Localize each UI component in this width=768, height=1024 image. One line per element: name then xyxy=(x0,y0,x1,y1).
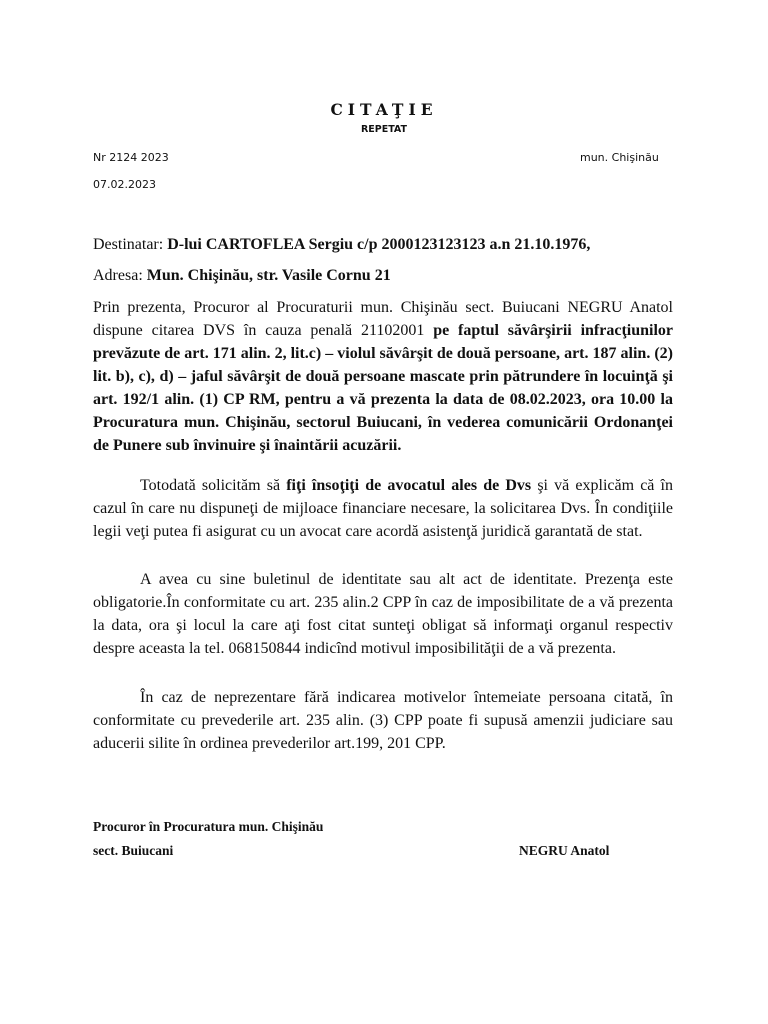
paragraph-lawyer-after: şi vă explicăm că în cazul în care nu dispuneţi de mijloace financiare necesare, la solicitarea Dvs. În condiţiile legii veţi putea fi asigurat cu un avocat care acordă asistenţă juridică garantată de stat. xyxy=(93,477,674,540)
paragraph-penalty: În caz de neprezentare fără indicarea motivelor întemeiate persoana citată, în conformitate cu prevederile art. 235 alin. (3) CPP poate fi supusă amenzii judiciare sau aducerii silite în ordinea prevederilor art.199, 201 CPP. xyxy=(93,689,673,752)
address-label: Adresa: xyxy=(93,267,143,284)
document-city: mun. Chişinău xyxy=(580,151,659,164)
paragraph-lawyer-bold: fiţi însoţiţi de avocatul ales de Dvs xyxy=(286,477,532,494)
document-number: Nr 2124 2023 xyxy=(93,151,169,164)
recipient-value: D-lui CARTOFLEA Sergiu c/p 2000123123123 a.n 21.10.1976, xyxy=(167,236,591,253)
document-title: CITAŢIE xyxy=(330,100,438,119)
paragraph-summons xyxy=(93,296,673,457)
document-date: 07.02.2023 xyxy=(93,178,156,191)
recipient-line xyxy=(93,233,673,256)
signature-name: NEGRU Anatol xyxy=(519,843,610,858)
paragraph-lawyer-before: Totodată solicităm să xyxy=(140,477,287,494)
address-value: Mun. Chişinău, str. Vasile Cornu 21 xyxy=(146,267,391,284)
paragraph-summons-text: Prin prezenta, Procuror al Procuraturii mun. Chişinău sect. Buiucani NEGRU Anatol dispune citarea DVS în cauza penală 21102001 xyxy=(93,299,673,339)
address-line xyxy=(93,264,673,287)
paragraph-identity: A avea cu sine buletinul de identitate sau alt act de identitate. Prezenţa este obligatorie.În conformitate cu art. 235 alin.2 CPP în caz de imposibilitate de a vă prezenta la data, ora şi locul la care aţi fost citat sunteţi obligat să informaţi organul respectiv despre aceasta la tel. 068150844 indicînd motivul imposibilităţii de a vă prezenta. xyxy=(93,571,673,657)
paragraph-summons-charges: pe faptul săvârşirii infracţiunilor prevăzute de art. 171 alin. 2, lit.c) – violul săvârşit de două persoane, art. 187 alin. (2) lit. b), c), d) – jaful săvârşit de două persoane mascate prin pătrundere în locuinţă şi art. 192/1 alin. (1) CP RM, pentru a vă prezenta la data de 08.02.2023, ora 10.00 la Procuratura mun. Chişinău, sectorul Buiucani, în vederea comunicării Ordonanţei de Punere sub învinuire şi înaintării acuzării. xyxy=(93,322,674,454)
paragraph-lawyer xyxy=(93,474,673,543)
recipient-label: Destinatar: xyxy=(93,236,164,253)
signature-sector: sect. Buiucani xyxy=(93,843,174,858)
signature-title: Procuror în Procuratura mun. Chişinău xyxy=(93,819,324,834)
document-subtitle: REPETAT xyxy=(360,124,408,135)
